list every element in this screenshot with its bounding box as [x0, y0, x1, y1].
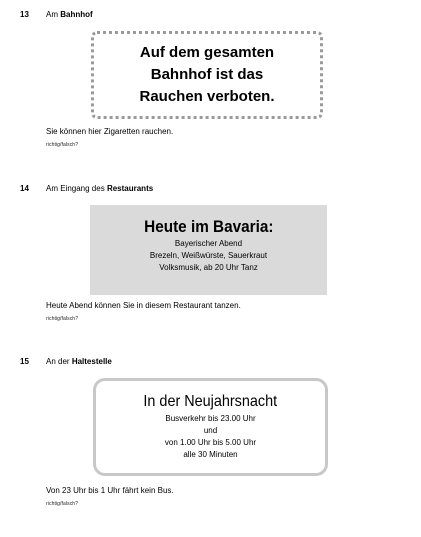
answer-options-13[interactable]: richtig/falsch? — [46, 142, 79, 148]
statement-15: Von 23 Uhr bis 1 Uhr fährt kein Bus. — [46, 486, 174, 495]
sign-line: Brezeln, Weißwürste, Sauerkraut — [149, 251, 268, 260]
question-number-13: 13 — [20, 10, 29, 19]
location-bold: Haltestelle — [71, 357, 112, 366]
location-prefix: Am Eingang des — [46, 184, 105, 193]
question-number-14: 14 — [20, 184, 29, 193]
statement-14: Heute Abend können Sie in diesem Restaurant tanzen. — [46, 301, 241, 310]
sign-line: Bayerischer Abend — [174, 239, 243, 248]
answer-options-15[interactable]: richtig/falsch? — [46, 501, 79, 507]
question-number-15: 15 — [20, 357, 29, 366]
sign-line: Bahnhof ist das — [150, 66, 264, 83]
sign-bavaria — [90, 205, 327, 295]
sign-title: In der Neujahrsnacht — [143, 393, 278, 410]
sign-line: von 1.00 Uhr bis 5.00 Uhr — [164, 438, 257, 447]
location-bold: Bahnhof — [60, 10, 93, 19]
sign-new-year-bus — [93, 378, 328, 476]
sign-line: Auf dem gesamten — [139, 44, 275, 61]
question-location-14 — [46, 184, 153, 193]
sign-title: Heute im Bavaria: — [143, 217, 274, 236]
sign-line: alle 30 Minuten — [183, 450, 238, 459]
answer-options-14[interactable]: richtig/falsch? — [46, 316, 79, 322]
location-prefix: An der — [46, 357, 70, 366]
sign-line: und — [203, 426, 218, 435]
sign-line: Volksmusik, ab 20 Uhr Tanz — [159, 263, 258, 272]
question-location-15 — [46, 357, 112, 366]
location-bold: Restaurants — [106, 184, 154, 193]
location-prefix: Am — [46, 10, 58, 19]
question-location-13 — [46, 10, 93, 19]
statement-13: Sie können hier Zigaretten rauchen. — [46, 127, 174, 136]
sign-line: Rauchen verboten. — [139, 88, 275, 105]
sign-no-smoking — [91, 31, 323, 119]
sign-line: Busverkehr bis 23.00 Uhr — [165, 414, 256, 423]
